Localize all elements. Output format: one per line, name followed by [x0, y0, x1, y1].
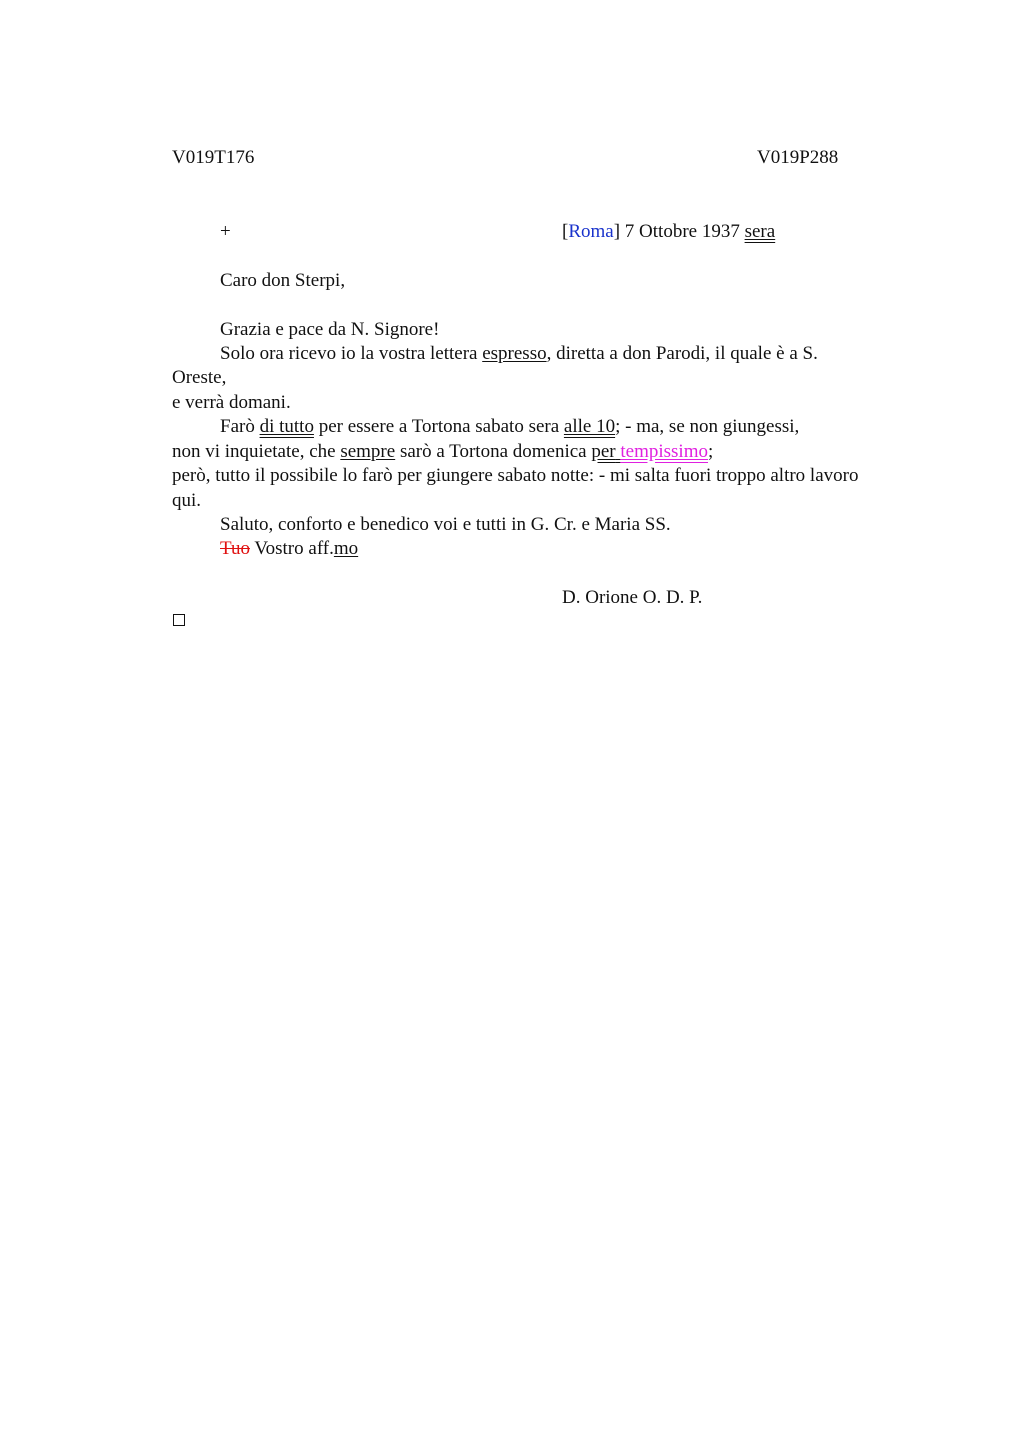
letter-date [562, 220, 775, 244]
struck-word: Tuo [220, 538, 250, 559]
double-underlined-phrase: di tutto [259, 416, 314, 437]
text-run: Vostro aff. [249, 538, 334, 559]
document-code-right: V019P288 [757, 147, 839, 168]
double-underlined-word: per [591, 441, 616, 462]
salutation: Caro don Sterpi, [220, 270, 346, 291]
paragraph-1-line-1 [220, 342, 818, 366]
highlighted-word: tempissimo [620, 441, 708, 462]
greeting: Grazia e pace da N. Signore! [220, 319, 440, 340]
paragraph-2-line-2 [172, 440, 713, 464]
date-time: sera [744, 221, 776, 242]
paragraph-2-line-1 [220, 415, 799, 439]
date-text: 7 Ottobre 1937 [620, 221, 745, 242]
paragraph-2-line-4: qui. [172, 490, 202, 511]
paragraph-1-line-2: Oreste, [172, 367, 227, 388]
text-run: non vi inquietate, che [172, 441, 341, 462]
date-bracket-open: [ [562, 221, 569, 242]
underlined-suffix: mo [333, 538, 359, 559]
text-run: ; - ma, se non giungessi, [615, 416, 800, 437]
text-run: Farò [220, 416, 260, 437]
paragraph-1-line-3: e verrà domani. [172, 392, 291, 413]
underlined-word: sempre [340, 441, 396, 462]
date-place: Roma [568, 221, 614, 242]
document-code-left: V019T176 [172, 147, 255, 168]
signature: D. Orione O. D. P. [562, 587, 703, 608]
blessing: Saluto, conforto e benedico voi e tutti in G. Cr. e Maria SS. [220, 514, 671, 535]
text-run: , diretta a don Parodi, il quale è a S. [546, 343, 818, 364]
text-run: Solo ora ricevo io la vostra lettera [220, 343, 483, 364]
checkbox-square-icon [173, 614, 185, 626]
text-run: sarò a Tortona domenica [395, 441, 592, 462]
text-run: ; [708, 441, 714, 462]
cross-symbol: + [220, 221, 231, 242]
text-run: per essere a Tortona sabato sera [313, 416, 564, 437]
double-underlined-phrase: alle 10 [563, 416, 616, 437]
underlined-word: espresso [482, 343, 547, 364]
paragraph-2-line-3: però, tutto il possibile lo farò per giungere sabato notte: - mi salta fuori troppo altro lavoro [172, 465, 859, 486]
closing [220, 537, 358, 561]
date-bracket-close: ] [613, 221, 621, 242]
